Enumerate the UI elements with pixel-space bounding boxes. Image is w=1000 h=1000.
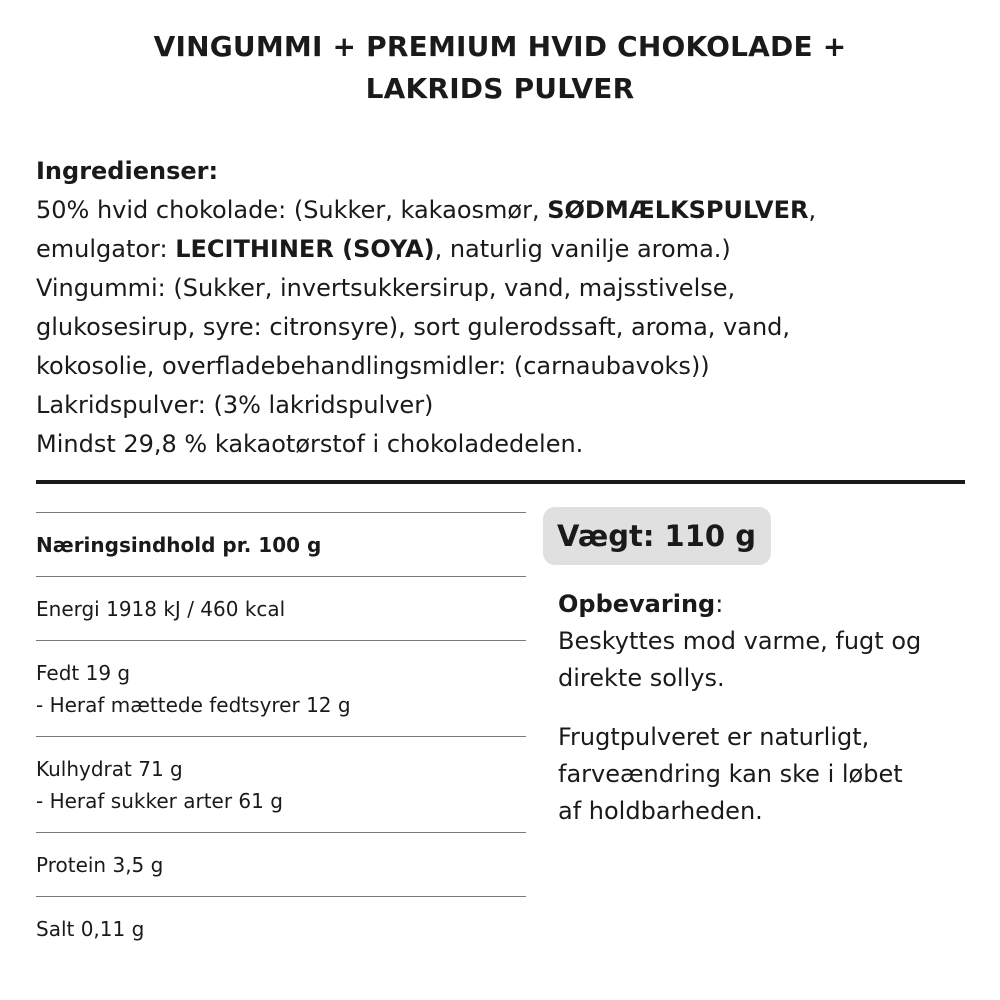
ingredients-line-3: Vingummi: (Sukker, invertsukkersirup, vand, majsstivelse, <box>36 274 736 302</box>
ingredients-line-1 <box>36 191 976 230</box>
nutrition-carbs: Kulhydrat 71 g <box>36 757 183 781</box>
ingredients-text: 50% hvid chokolade: (Sukker, kakaosmør, <box>36 196 548 224</box>
nutrition-table <box>36 512 526 960</box>
section-divider <box>36 480 965 484</box>
nutrition-row-carbs <box>36 736 526 832</box>
storage-line-1: Beskyttes mod varme, fugt og <box>558 627 922 655</box>
storage-heading-line <box>558 586 968 623</box>
allergen-milk: SØDMÆLKSPULVER <box>547 196 809 224</box>
nutrition-row-salt: Salt 0,11 g <box>36 896 526 960</box>
ingredients-text: , <box>808 196 817 224</box>
ingredients-line-2 <box>36 230 976 269</box>
product-title <box>0 26 1000 110</box>
storage-note-3: af holdbarheden. <box>558 797 763 825</box>
storage-note-2: farveændring kan ske i løbet <box>558 760 903 788</box>
nutrition-fat: Fedt 19 g <box>36 661 131 685</box>
storage-colon: : <box>715 590 724 618</box>
ingredients-line-6: Lakridspulver: (3% lakridspulver) <box>36 391 434 419</box>
storage-heading: Opbevaring <box>558 590 716 618</box>
allergen-soy: LECITHINER (SOYA) <box>175 235 435 263</box>
storage-note-1: Frugtpulveret er naturligt, <box>558 723 870 751</box>
title-line-1: VINGUMMI + PREMIUM HVID CHOKOLADE + <box>153 30 847 63</box>
ingredients-line-7: Mindst 29,8 % kakaotørstof i chokoladedelen. <box>36 430 584 458</box>
ingredients-line-5: kokosolie, overfladebehandlingsmidler: (carnaubavoks)) <box>36 352 710 380</box>
ingredients-heading: Ingredienser: <box>36 157 219 185</box>
storage-spacer <box>558 697 968 719</box>
storage-section <box>558 586 968 830</box>
nutrition-row-fat <box>36 640 526 736</box>
ingredients-text: , naturlig vanilje aroma.) <box>434 235 731 263</box>
storage-line-2: direkte sollys. <box>558 664 725 692</box>
nutrition-row-energy: Energi 1918 kJ / 460 kcal <box>36 576 526 640</box>
ingredients-section <box>36 152 976 464</box>
nutrition-sugars: - Heraf sukker arter 61 g <box>36 789 283 813</box>
nutrition-header: Næringsindhold pr. 100 g <box>36 512 526 576</box>
weight-badge: Vægt: 110 g <box>543 507 771 565</box>
nutrition-saturated-fat: - Heraf mættede fedtsyrer 12 g <box>36 693 351 717</box>
title-line-2: LAKRIDS PULVER <box>365 72 635 105</box>
ingredients-text: emulgator: <box>36 235 176 263</box>
ingredients-line-4: glukosesirup, syre: citronsyre), sort gulerodssaft, aroma, vand, <box>36 313 791 341</box>
nutrition-row-protein: Protein 3,5 g <box>36 832 526 896</box>
